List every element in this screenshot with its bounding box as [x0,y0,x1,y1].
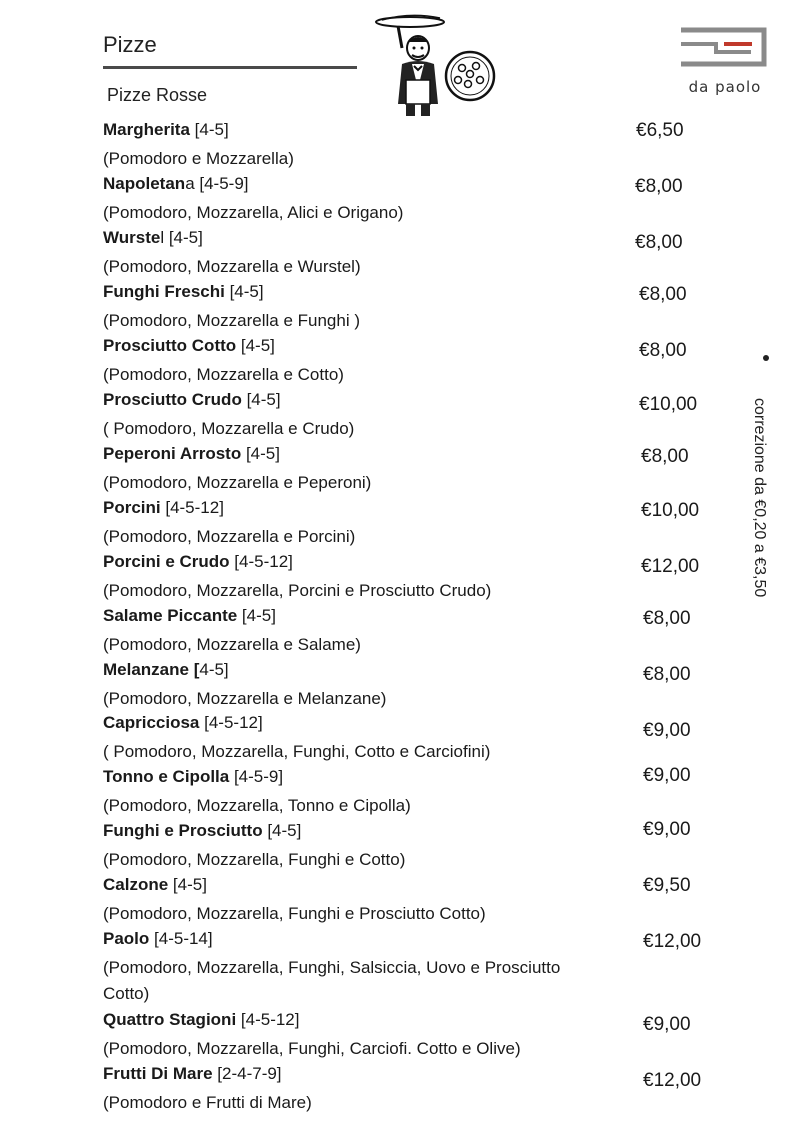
side-note-bullet [763,355,769,361]
item-description: (Pomodoro e Frutti di Mare) [103,1093,312,1112]
item-name: Tonno e Cipolla [103,767,230,786]
item-price: €10,00 [641,500,700,521]
item-price: €9,00 [643,819,691,840]
item-name: Funghi e Prosciutto [103,821,263,840]
item-description: (Pomodoro, Mozzarella e Porcini) [103,527,356,546]
item-description: (Pomodoro, Mozzarella e Wurstel) [103,257,361,276]
menu-item [103,929,703,1007]
item-price: €8,00 [635,232,683,253]
item-description: (Pomodoro, Mozzarella e Peperoni) [103,473,372,492]
item-allergens: [4-5-12] [229,552,293,571]
section-subtitle: Pizze Rosse [107,85,208,105]
menu-item [103,282,703,334]
item-price: €8,00 [639,284,687,305]
item-price: €9,00 [643,720,691,741]
item-price: €8,00 [643,664,691,685]
menu-item [103,875,703,927]
item-price: €12,00 [641,556,700,577]
menu-item [103,767,703,819]
side-note-text: correzione da €0,20 a €3,50 [751,398,768,598]
item-allergens: [4-5] [262,821,302,840]
menu-item [103,174,703,226]
item-allergens: [4-5] [241,444,280,463]
item-allergens: [4-5-12] [199,713,263,732]
item-allergens: [4-5] [189,120,229,139]
item-allergens: [4-5-9] [229,767,284,786]
item-price: €9,00 [643,765,691,786]
item-description: ( Pomodoro, Mozzarella e Crudo) [103,419,355,438]
item-description: (Pomodoro e Mozzarella) [103,149,294,168]
item-description: (Pomodoro, Mozzarella, Funghi, Carciofi. Cotto e Olive) [103,1039,521,1058]
title-underline [103,66,357,69]
item-price: €8,00 [643,608,691,629]
item-description: (Pomodoro, Mozzarella e Funghi ) [103,311,361,330]
menu-item [103,120,703,172]
item-allergens: [4-5] [241,390,281,409]
menu-item [103,228,703,280]
item-name: Napoletan [103,174,186,193]
item-name: Paolo [103,929,150,948]
menu-item [103,390,703,442]
waiter-with-pizza-icon [368,8,498,120]
item-name: Prosciutto Crudo [103,390,242,409]
item-name: Wurste [103,228,161,247]
item-price: €12,00 [643,1070,702,1091]
item-description: (Pomodoro, Mozzarella e Salame) [103,635,361,654]
item-name: Frutti Di Mare [103,1064,213,1083]
item-description: (Pomodoro, Mozzarella e Cotto) [103,365,344,384]
item-description: (Pomodoro, Mozzarella, Funghi e Prosciutto Cotto) [103,904,486,923]
item-allergens: a [4-5-9] [185,174,249,193]
item-name: Calzone [103,875,169,894]
item-description: ( Pomodoro, Mozzarella, Funghi, Cotto e Carciofini) [103,742,491,761]
menu-item [103,606,703,658]
menu-item [103,552,703,604]
item-allergens: l [4-5] [160,228,203,247]
item-allergens: [4-5] [236,336,275,355]
item-description: (Pomodoro, Mozzarella, Porcini e Prosciutto Crudo) [103,581,492,600]
item-price: €10,00 [639,394,698,415]
item-allergens: [4-5] [224,282,264,301]
item-allergens: [4-5-12] [236,1010,300,1029]
item-name: Porcini e Crudo [103,552,230,571]
item-description: (Pomodoro, Mozzarella e Melanzane) [103,689,387,708]
page-title: Pizze [103,32,157,57]
menu-item [103,336,703,388]
logo-text: da paolo [688,78,762,96]
item-allergens: [4-5-14] [149,929,213,948]
item-description: (Pomodoro, Mozzarella, Funghi, Salsiccia, Uovo e Prosciutto [103,958,561,977]
item-allergens: [4-5] [237,606,276,625]
item-name: Capricciosa [103,713,200,732]
item-description-cont: Cotto) [103,984,150,1003]
item-price: €9,00 [643,1014,691,1035]
item-price: €6,50 [636,120,684,141]
item-price: €12,00 [643,931,702,952]
item-allergens: 4-5] [199,660,229,679]
menu-item [103,1010,703,1062]
item-price: €8,00 [639,340,687,361]
item-name: Prosciutto Cotto [103,336,237,355]
menu-item [103,821,703,873]
item-name: Funghi Freschi [103,282,225,301]
item-name: Melanzane [ [103,660,200,679]
menu-item [103,444,703,496]
menu-item [103,498,703,550]
item-name: Margherita [103,120,190,139]
menu-item [103,713,703,765]
item-name: Porcini [103,498,161,517]
menu-item [103,660,703,712]
item-description: (Pomodoro, Mozzarella, Tonno e Cipolla) [103,796,411,815]
item-description: (Pomodoro, Mozzarella, Alici e Origano) [103,203,404,222]
item-allergens: [4-5-12] [160,498,224,517]
item-name: Salame Piccante [103,606,238,625]
item-allergens: [2-4-7-9] [212,1064,282,1083]
item-price: €9,50 [643,875,691,896]
menu-item [103,1064,703,1116]
item-allergens: [4-5] [168,875,207,894]
item-description: (Pomodoro, Mozzarella, Funghi e Cotto) [103,850,406,869]
item-price: €8,00 [635,176,683,197]
item-name: Quattro Stagioni [103,1010,237,1029]
item-price: €8,00 [641,446,689,467]
item-name: Peperoni Arrosto [103,444,242,463]
